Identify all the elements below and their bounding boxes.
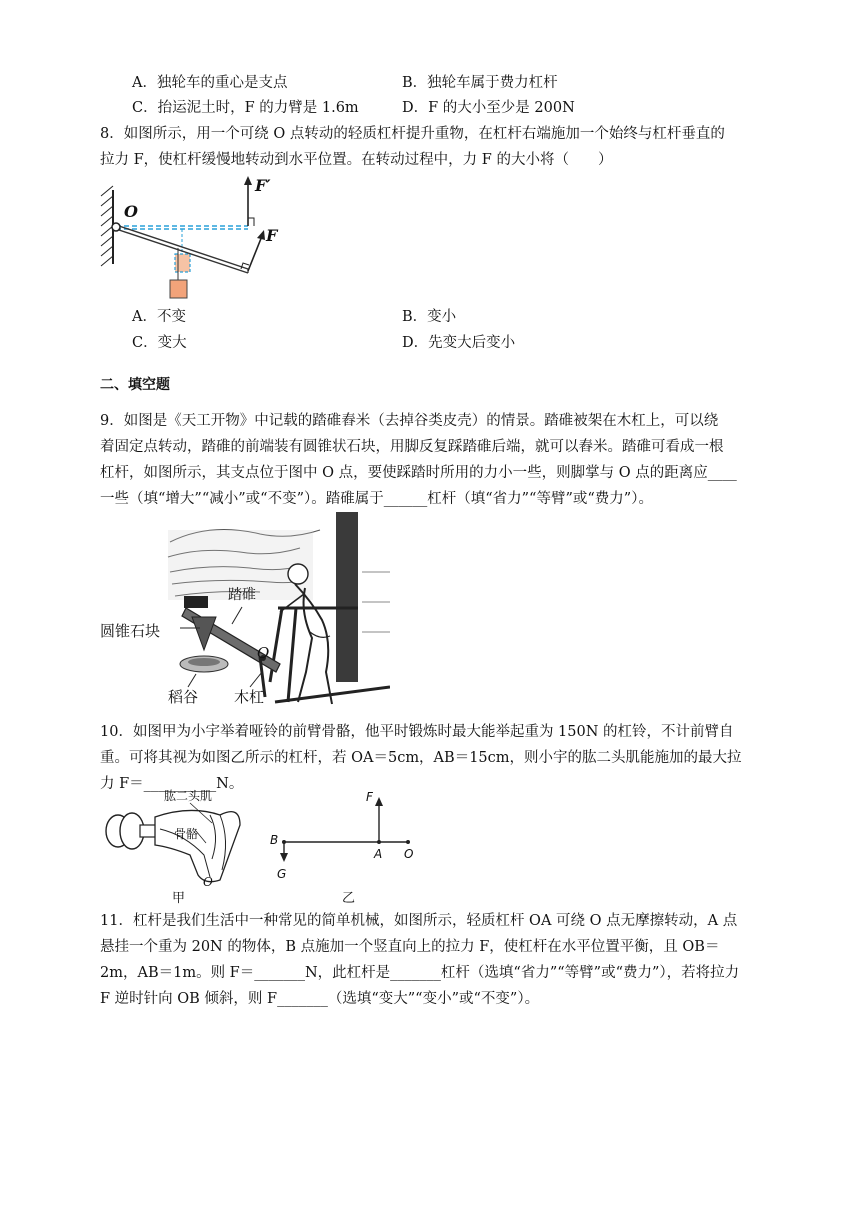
q8-option-c: C．变大: [132, 335, 187, 351]
q10-label-b: B: [270, 833, 279, 847]
q10-stem-line1: 10．如图甲为小宇举着哑铃的前臂骨骼，他平时锻炼时最大能举起重为 150N 的杠铃，不计前臂自: [100, 724, 734, 740]
q10-stem-line2: 重。可将其视为如图乙所示的杠杆，若 OA＝5cm，AB＝15cm，则小宇的肱二头肌能施加的最大拉: [100, 750, 742, 766]
q9-stem-line2: 着固定点转动，踏碓的前端装有圆锥状石块，用脚反复踩踏碓后端，就可以舂米。踏碓可看成一根: [100, 439, 724, 455]
q7-option-a: A．独轮车的重心是支点: [132, 75, 288, 91]
q10-label-yi: 乙: [342, 891, 356, 906]
q11-stem-line4: F 逆时针向 OB 倾斜，则 F_______（选填“变大”“变小”或“不变”）。: [100, 991, 540, 1007]
q8-label-f: F: [266, 226, 278, 245]
q8-stem-line1: 8．如图所示，用一个可绕 O 点转动的轻质杠杆提升重物，在杠杆右端施加一个始终与杠杆垂直的: [100, 126, 725, 142]
q11-stem-line1: 11．杠杆是我们生活中一种常见的简单机械，如图所示，轻质杠杆 OA 可绕 O 点无摩擦转动，A 点: [100, 913, 738, 929]
q10-label-g: G: [277, 867, 287, 881]
q9-label-rice: 稻谷: [168, 688, 199, 706]
q9-tadui-figure: [100, 512, 390, 712]
q10-label-o-left: O: [203, 875, 213, 889]
q11-stem-line3: 2m，AB＝1m。则 F＝_______N，此杠杆是_______杠杆（选填“省力”“等臂”或“费力”），若将拉力: [100, 965, 740, 981]
q9-label-tadui: 踏碓: [228, 587, 256, 603]
q10-label-a: A: [374, 847, 383, 861]
q8-option-b: B．变小: [402, 309, 457, 325]
q9-stem-line4: 一些（填“增大”“减小”或“不变”）。踏碓属于______杠杆（填“省力”“等臂”或“费力”）。: [100, 491, 653, 507]
q8-option-a: A．不变: [132, 309, 186, 325]
q11-stem-line2: 悬挂一个重为 20N 的物体，B 点施加一个竖直向上的拉力 F，使杠杆在水平位置平衡，且 OB＝: [100, 939, 720, 955]
q9-label-beam: 木杠: [234, 688, 265, 706]
q9-label-stone: 圆锥石块: [100, 622, 161, 640]
q10-label-jia: 甲: [172, 891, 186, 906]
q8-label-o: O: [124, 202, 138, 221]
q9-stem-line1: 9．如图是《天工开物》中记载的踏碓舂米（去掉谷类皮壳）的情景。踏碓被架在木杠上，可以绕: [100, 413, 719, 429]
q10-figure: [100, 785, 430, 905]
q8-lever-figure: [98, 172, 298, 302]
q7-option-d: D．F 的大小至少是 200N: [402, 100, 575, 116]
q9-stem-line3: 杠杆，如图所示，其支点位于图中 O 点，要使踩踏时所用的力小一些，则脚掌与 O 点的距离应____: [100, 465, 737, 481]
q10-label-biceps: 肱二头肌: [164, 789, 213, 803]
q10-label-f: F: [366, 790, 373, 804]
q10-stem-line3: 力 F＝__________N。: [100, 776, 244, 792]
q10-label-bone: 骨骼: [174, 827, 199, 841]
q8-stem-line2: 拉力 F，使杠杆缓慢地转动到水平位置。在转动过程中，力 F 的大小将（ ）: [100, 152, 613, 168]
q10-label-o-right: O: [404, 847, 414, 861]
q7-option-c: C．抬运泥土时，F 的力臂是 1.6m: [132, 100, 359, 116]
q9-label-o: O: [257, 644, 270, 662]
q7-option-b: B．独轮车属于费力杠杆: [402, 75, 558, 91]
section-title-fill-in: 二、填空题: [100, 377, 170, 393]
q8-label-f-prime: F′: [255, 176, 271, 195]
q8-option-d: D．先变大后变小: [402, 335, 516, 351]
